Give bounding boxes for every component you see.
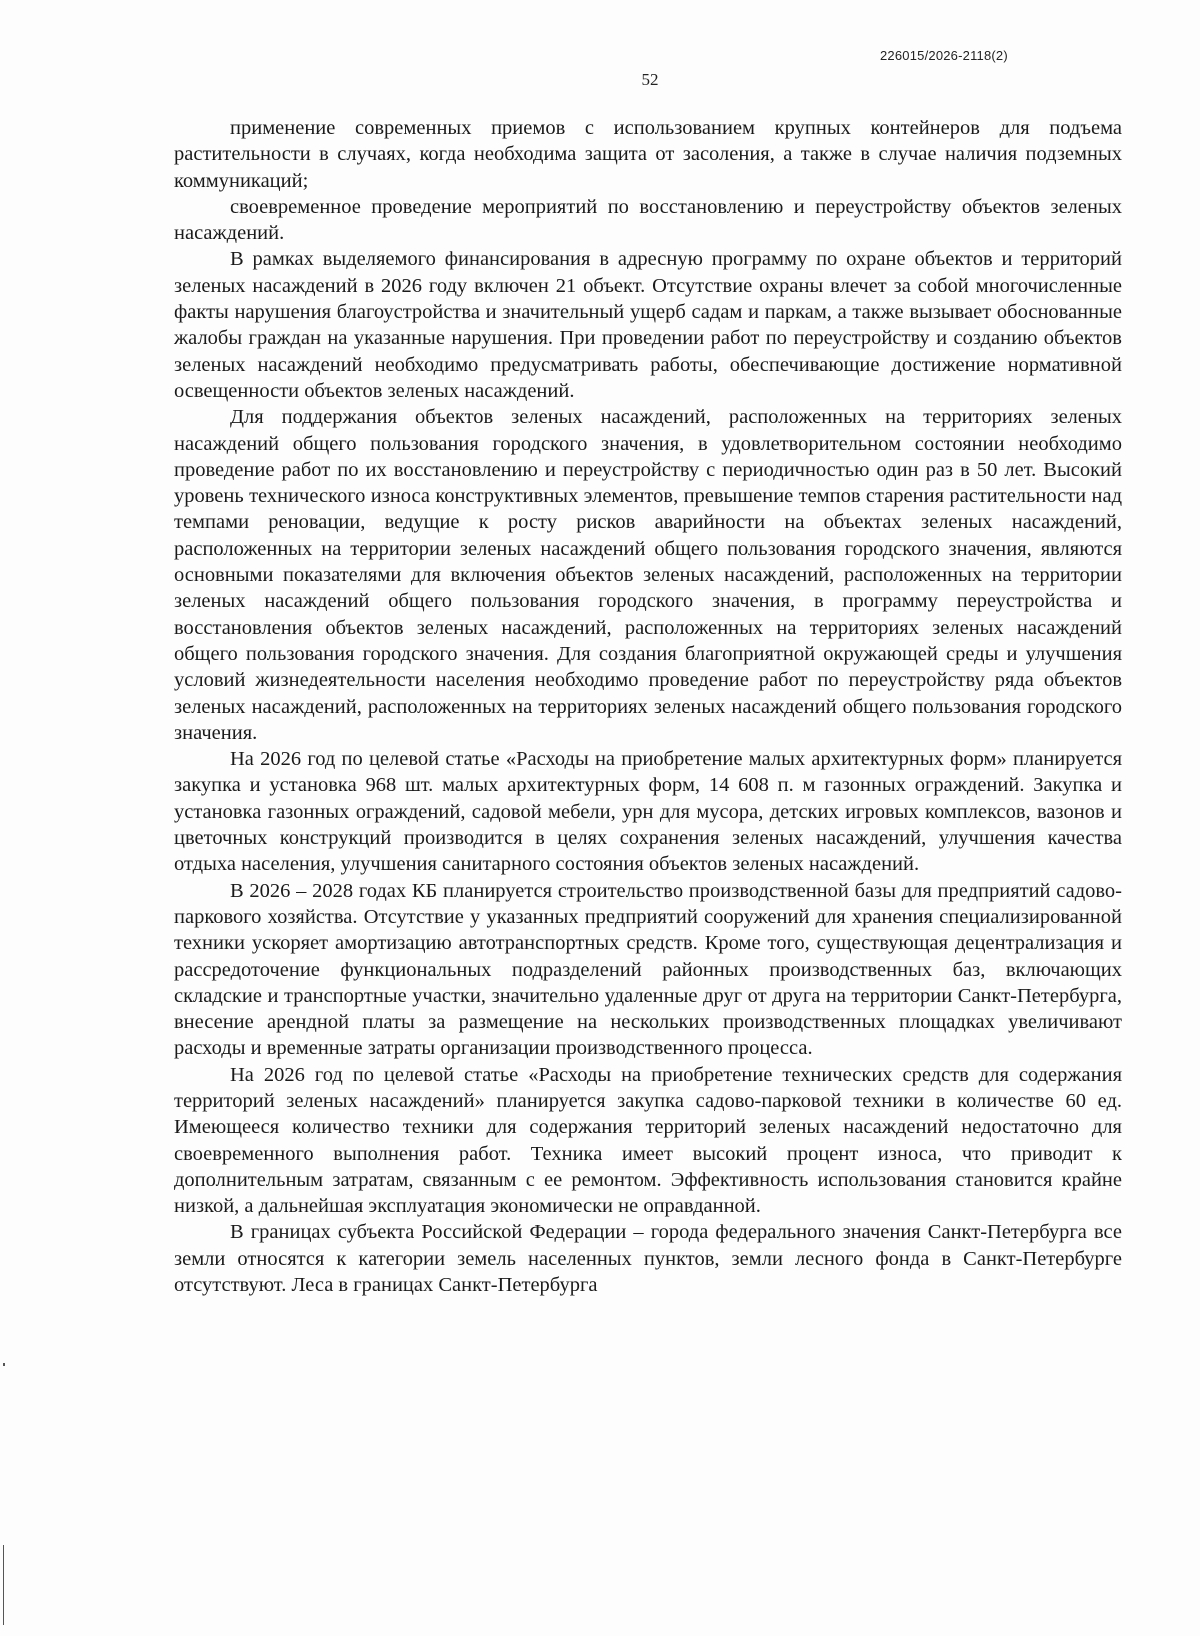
paragraph: В границах субъекта Российской Федерации – города федерального значения Санкт-Петербурга все земли относятся к категории земель населенных пунктов, земли лесного фонда в Санкт-Петербурге отсутствуют. Леса в границах Санкт-Петербурга	[174, 1221, 1122, 1297]
paragraph: Для поддержания объектов зеленых насаждений, расположенных на территориях зеленых насаждений общего пользования городского значения, в удовлетворительном состоянии необходимо проведение работ по их восстановлению и переустройству с периодичностью один раз в 50 лет. Высокий уровень технического износа конструктивных элементов, превышение темпов старения растительности над темпами реновации, ведущие к росту рисков аварийности на объектах зеленых насаждений, расположенных на территории зеленых насаждений общего пользования городского значения, являются основными показателями для включения объектов зеленых насаждений, расположенных на территории зеленых насаждений общего пользования городского значения, в программу переустройства и восстановления объектов зеленых насаждений, расположенных на территориях зеленых насаждений общего пользования городского значения. Для создания благоприятной окружающей среды и улучшения условий жизнедеятельности населения необходимо проведение работ по переустройству ряда объектов зеленых насаждений, расположенных на территориях зеленых насаждений общего пользования городского значения.	[174, 406, 1122, 744]
document-body	[174, 115, 1122, 1298]
scan-margin-line	[3, 1545, 4, 1625]
paragraph: В рамках выделяемого финансирования в адресную программу по охране объектов и территорий зеленых насаждений в 2026 году включен 21 объект. Отсутствие охраны влечет за собой многочисленные факты нарушения благоустройства и значительный ущерб садам и паркам, а также вызывает обоснованные жалобы граждан на указанные нарушения. При проведении работ по переустройству и созданию объектов зеленых насаждений необходимо предусматривать работы, обеспечивающие достижение нормативной освещенности объектов зеленых насаждений.	[174, 248, 1122, 402]
paragraph: применение современных приемов с использованием крупных контейнеров для подъема растительности в случаях, когда необходима защита от засоления, а также в случае наличия подземных коммуникаций;	[174, 117, 1122, 192]
paragraph: На 2026 год по целевой статье «Расходы на приобретение технических средств для содержания территорий зеленых насаждений» планируется закупка садово-парковой техники в количестве 60 ед. Имеющееся количество техники для содержания территорий зеленых насаждений недостаточно для своевременного выполнения работ. Техника имеет высокий процент износа, что приводит к дополнительным затратам, связанным с ее ремонтом. Эффективность использования становится крайне низкой, а дальнейшая эксплуатация экономически не оправданной.	[174, 1063, 1122, 1218]
document-number: 226015/2026-2118(2)	[880, 48, 1008, 63]
page-number: 52	[641, 70, 659, 89]
scan-margin-mark	[3, 1363, 5, 1366]
paragraph: На 2026 год по целевой статье «Расходы на приобретение малых архитектурных форм» планируется закупка и установка 968 шт. малых архитектурных форм, 14 608 п. м газонных ограждений. Закупка и установка газонных ограждений, садовой мебели, урн для мусора, детских игровых комплексов, вазонов и цветочных конструкций производится в целях сохранения зеленых насаждений, улучшения качества отдыха населения, улучшения санитарного состояния объектов зеленых насаждений.	[174, 748, 1122, 876]
paragraph: В 2026 – 2028 годах КБ планируется строительство производственной базы для предприятий садово-паркового хозяйства. Отсутствие у указанных предприятий сооружений для хранения специализированной техники ускоряет амортизацию автотранспортных средств. Кроме того, существующая децентрализация и рассредоточение функциональных подразделений районных производственных баз, включающих складские и транспортные участки, значительно удаленные друг от друга на территории Санкт-Петербурга, внесение арендной платы за размещение на нескольких производственных площадках увеличивают расходы и временные затраты организации производственного процесса.	[174, 879, 1122, 1060]
paragraph: своевременное проведение мероприятий по восстановлению и переустройству объектов зеленых насаждений.	[174, 195, 1122, 245]
